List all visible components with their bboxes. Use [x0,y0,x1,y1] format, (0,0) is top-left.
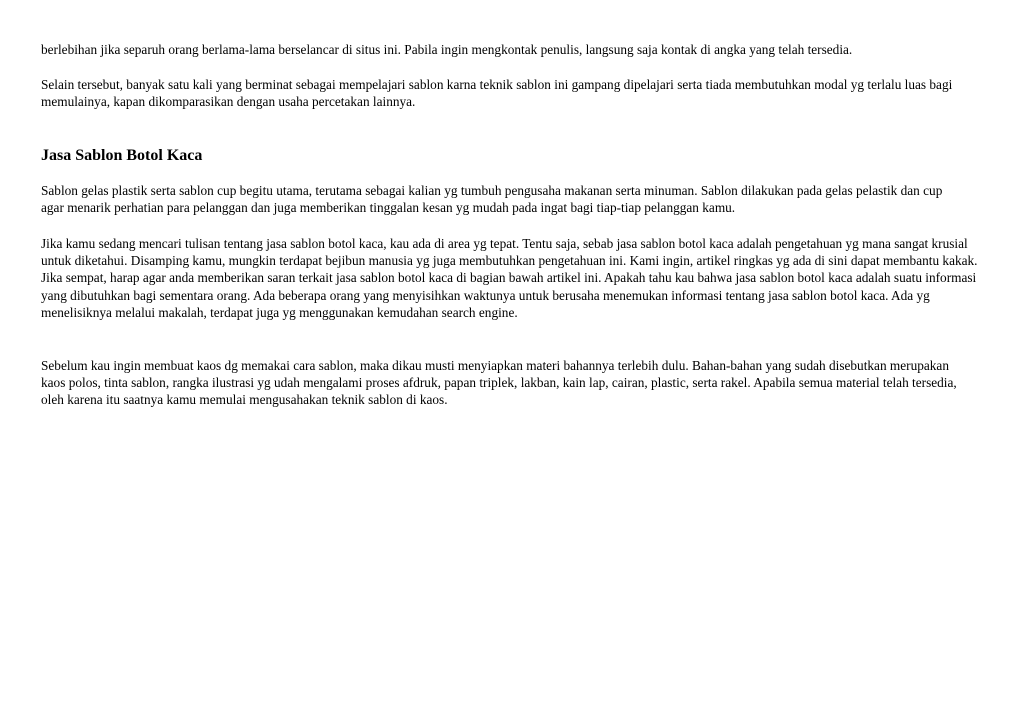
paragraph-materials: Sebelum kau ingin membuat kaos dg memakai cara sablon, maka dikau musti menyiapkan materi bahannya terlebih dulu. Bahan-bahan yang sudah disebutkan merupakan kaos polos, tinta sablon, rangka ilustrasi yg udah mengalami proses afdruk, papan triplek, lakban, kain lap, cairan, plastic, serta rakel. Apabila semua material telah tersedia, oleh karena itu saatnya kamu memulai mengusahakan teknik sablon di kaos. [41,358,957,408]
paragraph-plastic-cup: Sablon gelas plastik serta sablon cup begitu utama, terutama sebagai kalian yg tumbuh pengusaha makanan serta minuman. Sablon dilakukan pada gelas pelastik dan cup agar menarik perhatian para pelanggan dan juga memberikan tinggalan kesan yg mudah pada ingat bagi tiap-tiap pelanggan kamu. [41,183,943,216]
paragraph-intro: berlebihan jika separuh orang berlama-lama berselancar di situs ini. Pabila ingin mengkontak penulis, langsung saja kontak di angka yang telah tersedia. [41,42,853,57]
paragraph-glass-bottle-info: Jika kamu sedang mencari tulisan tentang jasa sablon botol kaca, kau ada di area yg tepat. Tentu saja, sebab jasa sablon botol kaca adalah pengetahuan yg mana sangat krusial untuk diketahui. Disamping kamu, mungkin terdapat bejibun manusia yg juga membutuhkan pengetahuan ini. Kami ingin, artikel ringkas yg ada di sini dapat membantu kakak. Jika sempat, harap agar anda memberikan saran terkait jasa sablon botol kaca di bagian bawah artikel ini. Apakah tahu kau bahwa jasa sablon botol kaca adalah suatu informasi yang dibutuhkan bagi sementara orang. Ada beberapa orang yang menyisihkan waktunya untuk berusaha menemukan informasi tentang jasa sablon botol kaca. Ada yg menelisiknya melalui makalah, terdapat juga yg menggunakan kemudahan search engine. [41,236,978,320]
paragraph-learning-sablon: Selain tersebut, banyak satu kali yang berminat sebagai mempelajari sablon karna teknik sablon ini gampang dipelajari serta tiada membutuhkan modal yg terlalu luas bagi memulainya, kapan dikomparasikan dengan usaha percetakan lainnya. [41,77,953,110]
section-heading: Jasa Sablon Botol Kaca [41,147,203,164]
